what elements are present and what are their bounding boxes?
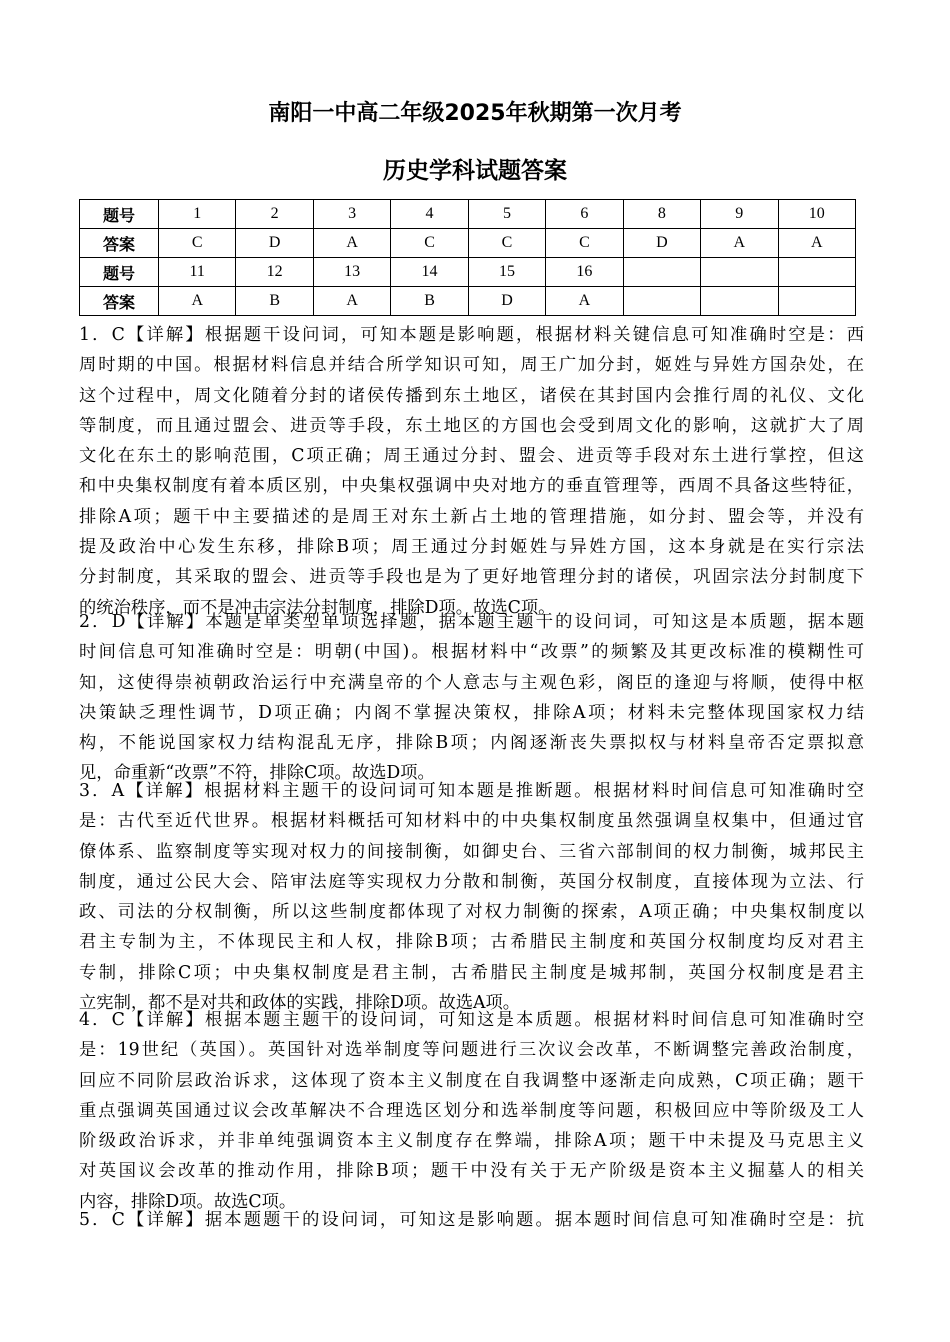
answer-table-cell: 8 bbox=[623, 200, 700, 229]
answer-table-row bbox=[80, 200, 856, 229]
answer-table-cell: 11 bbox=[159, 258, 236, 287]
explanation-line: 僚体系、监察制度等实现对权力的间接制衡，如御史台、三省六部制间的权力制衡，城邦民主 bbox=[79, 841, 864, 862]
explanation-line: 4．C【详解】根据本题主题干的设问词，可知这是本质题。根据材料时间信息可知准确时空 bbox=[79, 1010, 864, 1030]
answer-table-cell bbox=[778, 258, 856, 287]
explanation-paragraph bbox=[79, 1005, 864, 1217]
answer-table-cell: A bbox=[313, 287, 390, 316]
answer-table-cell: 15 bbox=[468, 258, 545, 287]
answer-table-header-cell: 题号 bbox=[80, 258, 159, 287]
answer-table-cell: D bbox=[623, 229, 700, 258]
explanation-line: 回应不同阶层政治诉求，这体现了资本主义制度在自我调整中逐渐走向成熟，C项正确；题干 bbox=[79, 1070, 864, 1091]
answer-table-cell: 13 bbox=[313, 258, 390, 287]
explanation-line: 时间信息可知准确时空是：明朝(中国)。根据材料中“改票”的频繁及其更改标准的模糊性可 bbox=[79, 642, 864, 663]
explanation-line: 是：古代至近代世界。根据材料概括可知材料中的中央集权制度虽然强调皇权集中，但通过官 bbox=[79, 811, 864, 832]
explanation-paragraph bbox=[79, 1205, 864, 1235]
explanation-line: 阶级政治诉求，并非单纯强调资本主义制度存在弊端，排除A项；题干中未提及马克思主义 bbox=[79, 1131, 864, 1152]
answer-table-cell: C bbox=[391, 229, 468, 258]
explanation-line: 等制度，而且通过盟会、进贡等手段，东土地区的方国也会受到周文化的影响，这就扩大了周 bbox=[79, 415, 864, 436]
explanation-line: 1．C【详解】根据题干设问词，可知本题是影响题，根据材料关键信息可知准确时空是：西 bbox=[79, 325, 864, 345]
answer-table-cell: A bbox=[701, 229, 778, 258]
explanation-line: 文化在东土的影响范围，C项正确；周王通过分封、盟会、进贡等手段对东土进行掌控，但这 bbox=[79, 446, 864, 467]
answer-table-cell: 16 bbox=[546, 258, 623, 287]
answer-table-cell: 14 bbox=[391, 258, 468, 287]
explanation-line: 决策缺乏理性调节，D项正确；内阁不掌握决策权，排除A项；材料未完整体现国家权力结 bbox=[79, 702, 864, 723]
answer-table-cell bbox=[701, 258, 778, 287]
explanation-line: 和中央集权制度有着本质区别，中央集权强调中央对地方的垂直管理等，西周不具备这些特征， bbox=[79, 476, 864, 497]
answer-table-cell bbox=[623, 258, 700, 287]
answer-table-cell: A bbox=[546, 287, 623, 316]
answer-table-header-cell: 答案 bbox=[80, 229, 159, 258]
answer-table-cell: 6 bbox=[546, 200, 623, 229]
answer-table-cell: 12 bbox=[236, 258, 313, 287]
answer-table-cell: C bbox=[468, 229, 545, 258]
explanation-paragraph bbox=[79, 320, 864, 623]
answer-table-cell: 5 bbox=[468, 200, 545, 229]
answer-table-cell: A bbox=[159, 287, 236, 316]
explanation-paragraph bbox=[79, 607, 864, 789]
answer-table-cell: 3 bbox=[313, 200, 390, 229]
answer-table-cell: 1 bbox=[159, 200, 236, 229]
answer-table-cell: A bbox=[778, 229, 856, 258]
explanation-line: 这个过程中，周文化随着分封的诸侯传播到东土地区，诸侯在其封国内会推行周的礼仪、文化 bbox=[79, 385, 864, 406]
explanation-paragraph bbox=[79, 776, 864, 1018]
answer-table-row bbox=[80, 258, 856, 287]
answer-table bbox=[79, 199, 856, 316]
page-subtitle: 历史学科试题答案 bbox=[383, 158, 567, 184]
explanation-line: 是：19世纪（英国）。英国针对选举制度等问题进行三次议会改革，不断调整完善政治制度， bbox=[79, 1040, 864, 1061]
answer-table-header-cell: 答案 bbox=[80, 287, 159, 316]
explanation-line: 君主专制为主，不体现民主和人权，排除B项；古希腊民主制度和英国分权制度均反对君主 bbox=[79, 932, 864, 953]
answer-table-cell: D bbox=[236, 229, 313, 258]
explanation-line: 制度，通过公民大会、陪审法庭等实现权力分散和制衡，英国分权制度，直接体现为立法、行 bbox=[79, 871, 864, 892]
explanation-line: 周时期的中国。根据材料信息并结合所学知识可知，周王广加分封，姬姓与异姓方国杂处，在 bbox=[79, 355, 864, 376]
answer-table-cell: 2 bbox=[236, 200, 313, 229]
explanation-line: 知，这使得崇祯朝政治运行中充满皇帝的个人意志与主观色彩，阁臣的逢迎与将顺，使得中枢 bbox=[79, 672, 864, 693]
explanation-line: 内容，排除D项。故选C项。 bbox=[79, 1191, 297, 1212]
answer-table-cell bbox=[701, 287, 778, 316]
answer-table-cell: C bbox=[546, 229, 623, 258]
explanation-line: 排除A项；题干中主要描述的是周王对东土新占土地的管理措施，如分封、盟会等，并没有 bbox=[79, 506, 864, 527]
answer-table-cell: 9 bbox=[701, 200, 778, 229]
answer-table-cell bbox=[623, 287, 700, 316]
explanation-line: 政、司法的分权制衡，所以这些制度都体现了对权力制衡的探索，A项正确；中央集权制度以 bbox=[79, 902, 864, 923]
answer-table-cell: B bbox=[391, 287, 468, 316]
answer-table-cell: D bbox=[468, 287, 545, 316]
explanation-line: 专制，排除C项；中央集权制度是君主制，古希腊民主制度是城邦制，英国分权制度是君主 bbox=[79, 962, 864, 983]
explanation-line: 分封制度，其采取的盟会、进贡等手段也是为了更好地管理分封的诸侯，巩固宗法分封制度下 bbox=[79, 567, 864, 588]
explanation-line: 2．D【详解】本题是单类型单项选择题，据本题主题干的设问词，可知这是本质题，据本题 bbox=[79, 612, 864, 632]
explanation-line: 的统治秩序，而不是冲击宗法分封制度，排除D项。故选C项。 bbox=[79, 597, 556, 618]
explanation-line: 提及政治中心发生东移，排除B项；周王通过分封姬姓与异姓方国，这本身就是在实行宗法 bbox=[79, 537, 864, 558]
explanation-line: 对英国议会改革的推动作用，排除B项；题干中没有关于无产阶级是资本主义掘墓人的相关 bbox=[79, 1161, 864, 1182]
answer-table-row bbox=[80, 229, 856, 258]
explanation-line: 3．A【详解】根据材料主题干的设问词可知本题是推断题。根据材料时间信息可知准确时空 bbox=[79, 781, 864, 801]
explanation-line: 立宪制，都不是对共和政体的实践，排除D项。故选A项。 bbox=[79, 993, 521, 1014]
answer-table-cell: 4 bbox=[391, 200, 468, 229]
explanation-line: 重点强调英国通过议会改革解决不合理选区划分和选举制度等问题，积极回应中等阶级及工人 bbox=[79, 1100, 864, 1121]
page-title: 南阳一中高二年级2025年秋期第一次月考 bbox=[268, 101, 682, 126]
explanation-line: 5．C【详解】据本题题干的设问词，可知这是影响题。据本题时间信息可知准确时空是：抗 bbox=[79, 1210, 864, 1230]
answer-table-row bbox=[80, 287, 856, 316]
answer-table-header-cell: 题号 bbox=[80, 200, 159, 229]
answer-table-cell: B bbox=[236, 287, 313, 316]
answer-table-cell bbox=[778, 287, 856, 316]
explanation-line: 构，不能说国家权力结构混乱无序，排除B项；内阁逐渐丧失票拟权与材料皇帝否定票拟意 bbox=[79, 733, 864, 754]
explanation-line: 见，命重新“改票”不符，排除C项。故选D项。 bbox=[79, 763, 435, 784]
answer-table-cell: C bbox=[159, 229, 236, 258]
answer-table-cell: 10 bbox=[778, 200, 856, 229]
answer-table-cell: A bbox=[313, 229, 390, 258]
